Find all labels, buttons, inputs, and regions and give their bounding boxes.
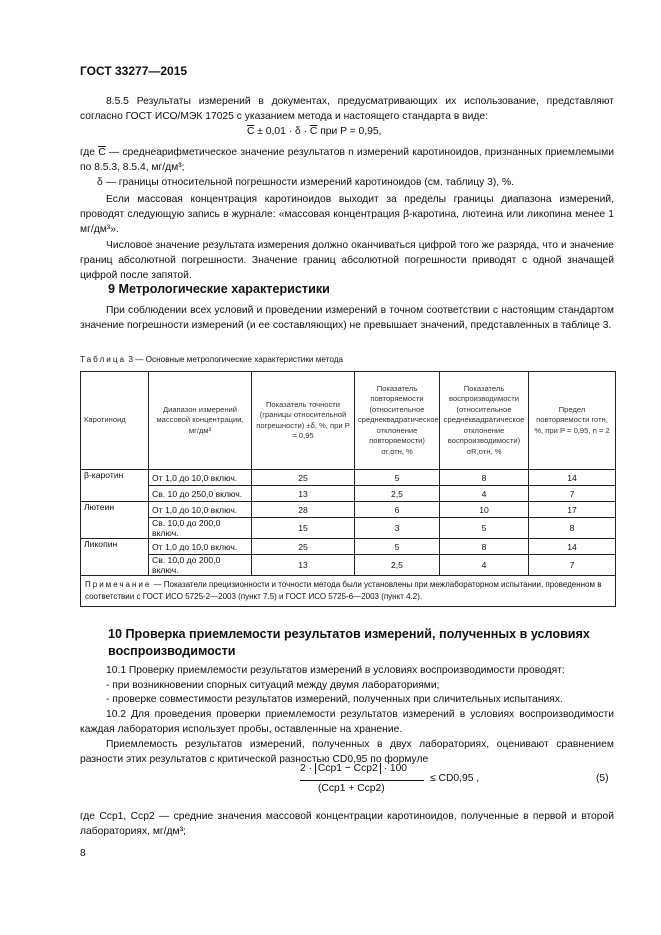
header-cell: Диапазон измерений массовой концентрации, мг/дм³ xyxy=(149,372,252,470)
table-cell: 25 xyxy=(252,539,355,555)
para-8-5-5: 8.5.5 Результаты измерений в документах, предусматривающих их использование, представляют согласно ГОСТ ИСО/МЭК 17025 с указанием метода и настоящего стандарта в виде: xyxy=(80,96,614,122)
table-cell: 8 xyxy=(440,470,529,486)
table-cell: 8 xyxy=(440,539,529,555)
where-csr-prefix: где Cср1, Cср2 — xyxy=(80,811,174,822)
table-cell: 14 xyxy=(529,539,616,555)
table-cell: 17 xyxy=(529,502,616,518)
table-cell: 15 xyxy=(252,518,355,539)
table-row xyxy=(81,555,616,576)
header-cell: Показатель точности (границы относительной погрешности) ±δ, %, при P = 0,95 xyxy=(252,372,355,470)
table-cell: 2,5 xyxy=(355,555,440,576)
where-delta: δ — границы относительной погрешности измерений каротиноидов (см. таблицу 3), %. xyxy=(97,177,514,188)
page-number: 8 xyxy=(80,848,86,859)
table-cell: 6 xyxy=(355,502,440,518)
table-cell: β-каротин xyxy=(81,470,149,502)
header-cell: Каротиноид xyxy=(81,372,149,470)
table-row xyxy=(81,518,616,539)
formula-c-bar-2: $\overline{C}$ xyxy=(309,126,318,137)
fraction-bar xyxy=(300,780,424,781)
table-cell: От 1,0 до 10,0 включ. xyxy=(149,470,252,486)
table-cell: 2,5 xyxy=(355,486,440,502)
formula-result xyxy=(247,126,381,137)
table-cell: 5 xyxy=(355,470,440,486)
para-section-9: При соблюдении всех условий и проведении измерений в точном соответствии с настоящим стандартом значение погрешности измерений (и ее составляющих) не превышает значений, представленных в таблице 3. xyxy=(80,305,614,331)
para-10-1-b: - проверке совместимости результатов измерений, полученных при сличительных испытаниях. xyxy=(106,694,563,705)
table-cell: Св. 10,0 до 200,0 включ. xyxy=(149,518,252,539)
where-prefix: где xyxy=(80,147,99,158)
formula-rhs: ≤ CD0,95 , xyxy=(430,773,480,784)
where-c-mean xyxy=(80,145,614,175)
table-cell: Лютеин xyxy=(81,502,149,539)
table-row xyxy=(81,486,616,502)
table-cell: 8 xyxy=(529,518,616,539)
table-cell: 28 xyxy=(252,502,355,518)
para-10-1-a: - при возникновении спорных ситуаций между двумя лабораториями; xyxy=(106,680,440,691)
table-note-text: — Показатели прецизионности и точности метода были установлены при межлабораторном испытании, проведенном в соответствии с ГОСТ ИСО 5725-2—2003 (пункт 7.5) и ГОСТ ИСО 5725-6—2003 (пункт 4.2). xyxy=(85,580,602,601)
table-cell: От 1,0 до 10,0 включ. xyxy=(149,502,252,518)
table-row xyxy=(81,539,616,555)
formula-abs-value: Cср1 − Cср2 xyxy=(315,763,381,774)
formula-c-bar: $\overline{C}$ xyxy=(247,126,255,137)
formula-numerator xyxy=(300,763,407,774)
table-row xyxy=(81,470,616,486)
header-cell: Показатель воспроизводимости (относительное среднеквадратическое отклонение воспроизводимости) σR,отн, % xyxy=(440,372,529,470)
where-csr-text: средние значения массовой концентрации каротиноидов, полученные в первой и второй лабораториях, мг/дм³; xyxy=(80,811,614,837)
where-c-text: — среднеарифметическое значение результатов n измерений каротиноидов, признанных приемлемыми по 8.5.3, 8.5.4, мг/дм³; xyxy=(80,147,615,173)
table-cell: 13 xyxy=(252,486,355,502)
table-cell: Св. 10 до 250,0 включ. xyxy=(149,486,252,502)
formula-num-pre: 2 · xyxy=(300,763,315,774)
table-cell: 13 xyxy=(252,555,355,576)
table-cell: 7 xyxy=(529,486,616,502)
header-cell: Предел повторяемости rотн, %, при P = 0,95, n = 2 xyxy=(529,372,616,470)
table-note-row xyxy=(81,576,616,607)
table-cell: От 1,0 до 10,0 включ. xyxy=(149,539,252,555)
header-cell: Показатель повторяемости (относительное среднеквадратическое отклонение повторяемости) σr,отн, % xyxy=(355,372,440,470)
table-cell: 10 xyxy=(440,502,529,518)
table-note-label: Примечание xyxy=(85,580,152,589)
table-caption-text: 3 — Основные метрологические характеристики метода xyxy=(126,355,344,364)
table-cell: 25 xyxy=(252,470,355,486)
formula-denominator: (Cср1 + Cср2) xyxy=(318,783,385,794)
table-cell: Св. 10,0 до 200,0 включ. xyxy=(149,555,252,576)
table-cell: Ликопин xyxy=(81,539,149,576)
document-header: ГОСТ 33277—2015 xyxy=(80,64,188,78)
table-caption xyxy=(80,355,343,364)
formula-num-post: · 100 xyxy=(380,763,408,774)
table-cell: 7 xyxy=(529,555,616,576)
table-row xyxy=(81,502,616,518)
para-10-1: 10.1 Проверку приемлемости результатов измерений в условиях воспроизводимости проводят: xyxy=(106,665,565,676)
table-cell: 3 xyxy=(355,518,440,539)
para-10-2: 10.2 Для проведения проверки приемлемости результатов измерений в условиях воспроизводимости каждая лаборатория использует пробы, оставленные на хранение. xyxy=(80,709,614,735)
table-caption-label: Таблица xyxy=(80,355,127,364)
metrology-table xyxy=(80,371,616,607)
section-10-title: 10 Проверка приемлемости результатов измерений, полученных в условиях воспроизводимости xyxy=(108,627,590,658)
where-c-symbol: $\overline{C}$ xyxy=(98,147,106,158)
formula-number: (5) xyxy=(596,773,609,784)
table-note xyxy=(81,576,616,607)
table-header-row xyxy=(81,372,616,470)
where-c-sr xyxy=(80,809,614,839)
section-9-title: 9 Метрологические характеристики xyxy=(108,282,330,296)
formula-tail: при P = 0,95, xyxy=(317,126,382,137)
table-cell: 5 xyxy=(355,539,440,555)
para-out-of-range: Если массовая концентрация каротиноидов выходит за пределы границы диапазона измерений, проводят следующую запись в журнале: «массовая концентрация β-каротина, лютеина или ликопина менее 1 мг/дм³». xyxy=(80,194,614,235)
para-10-2-acceptability: Приемлемость результатов измерений, полученных в двух лабораториях, оценивают сравнением разности этих результатов с критической разностью CD0,95 по формуле xyxy=(80,739,614,765)
table-cell: 14 xyxy=(529,470,616,486)
table-cell: 5 xyxy=(440,518,529,539)
table-cell: 4 xyxy=(440,555,529,576)
para-rounding: Числовое значение результата измерения должно оканчиваться цифрой того же разряда, что и значение границ абсолютной погрешности. Значение границ абсолютной погрешности приводят с одной значащей цифрой после запятой. xyxy=(80,240,614,281)
table-cell: 4 xyxy=(440,486,529,502)
formula-mid: ± 0,01 · δ · xyxy=(254,126,310,137)
